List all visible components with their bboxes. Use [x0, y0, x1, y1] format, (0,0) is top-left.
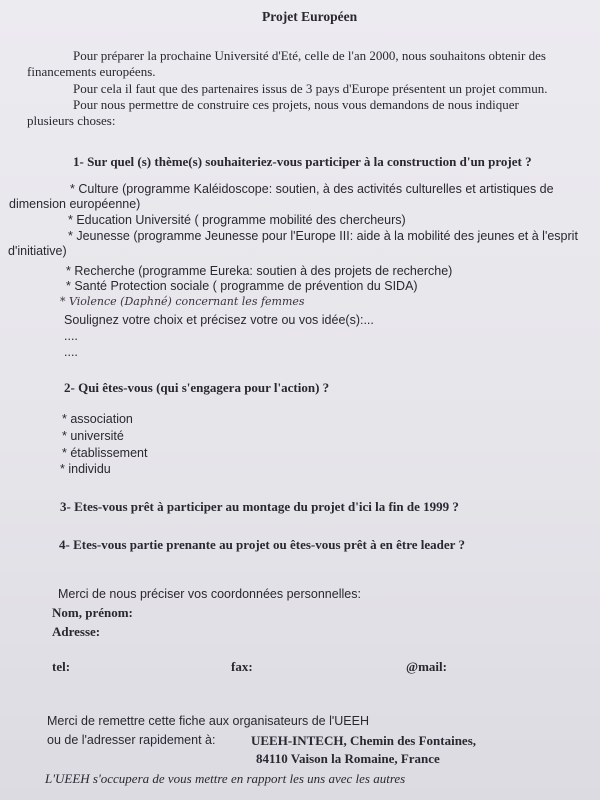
theme-culture-line-1: * Culture (programme Kaléidoscope: soutien, à des activités culturelles et artistiques de — [70, 182, 554, 196]
address-label: Adresse: — [52, 624, 101, 639]
email-label: @mail: — [406, 659, 447, 674]
footer-line-1: Merci de remettre cette fiche aux organisateurs de l'UEEH — [47, 714, 369, 728]
intro-paragraph-1-line-2: financements européens. — [27, 64, 156, 79]
intro-paragraph-2: Pour cela il faut que des partenaires issus de 3 pays d'Europe présentent un projet commun. — [73, 81, 548, 96]
intro-paragraph-1-line-1: Pour préparer la prochaine Université d'Eté, celle de l'an 2000, nous souhaitons obtenir des — [73, 48, 546, 63]
option-association: * association — [62, 412, 133, 426]
tel-label: tel: — [52, 659, 71, 674]
question-1-heading: 1- Sur quel (s) thème(s) souhaiteriez-vous participer à la construction d'un projet ? — [73, 154, 532, 169]
theme-jeunesse-line-2: d'initiative) — [8, 244, 67, 258]
answer-dots-1: .... — [64, 329, 78, 343]
option-individu: * individu — [60, 462, 111, 476]
footer-address-line-1: UEEH-INTECH, Chemin des Fontaines, — [251, 733, 476, 748]
name-label: Nom, prénom: — [52, 605, 133, 620]
contact-intro: Merci de nous préciser vos coordonnées personnelles: — [58, 587, 361, 601]
fax-label: fax: — [231, 659, 253, 674]
underline-instruction: Soulignez votre choix et précisez votre ou vos idée(s):... — [64, 313, 374, 327]
option-etablissement: * établissement — [62, 446, 148, 460]
intro-paragraph-3-line-1: Pour nous permettre de construire ces projets, nous vous demandons de nous indiquer — [73, 97, 519, 112]
question-4-heading: 4- Etes-vous partie prenante au projet ou êtes-vous prêt à en être leader ? — [59, 537, 465, 552]
theme-education: * Education Université ( programme mobilité des chercheurs) — [68, 213, 406, 227]
footer-line-2-prefix: ou de l'adresser rapidement à: — [47, 733, 216, 747]
option-universite: * université — [62, 429, 124, 443]
footer-address-line-2: 84110 Vaison la Romaine, France — [256, 751, 440, 766]
question-2-heading: 2- Qui êtes-vous (qui s'engagera pour l'action) ? — [64, 380, 330, 395]
theme-sante: * Santé Protection sociale ( programme de prévention du SIDA) — [66, 279, 418, 293]
theme-jeunesse-line-1: * Jeunesse (programme Jeunesse pour l'Europe III: aide à la mobilité des jeunes et à l'esprit — [68, 229, 578, 243]
footer-closing-note: L'UEEH s'occupera de vous mettre en rapport les uns avec les autres — [45, 771, 406, 786]
theme-culture-line-2: dimension européenne) — [9, 197, 141, 211]
intro-paragraph-3-line-2: plusieurs choses: — [27, 113, 116, 128]
handwritten-violence-note: * Violence (Daphné) concernant les femmes — [60, 295, 305, 308]
page-title: Projet Européen — [262, 9, 358, 24]
theme-recherche: * Recherche (programme Eureka: soutien à des projets de recherche) — [66, 264, 453, 278]
answer-dots-2: .... — [64, 345, 78, 359]
question-3-heading: 3- Etes-vous prêt à participer au montage du projet d'ici la fin de 1999 ? — [60, 499, 459, 514]
